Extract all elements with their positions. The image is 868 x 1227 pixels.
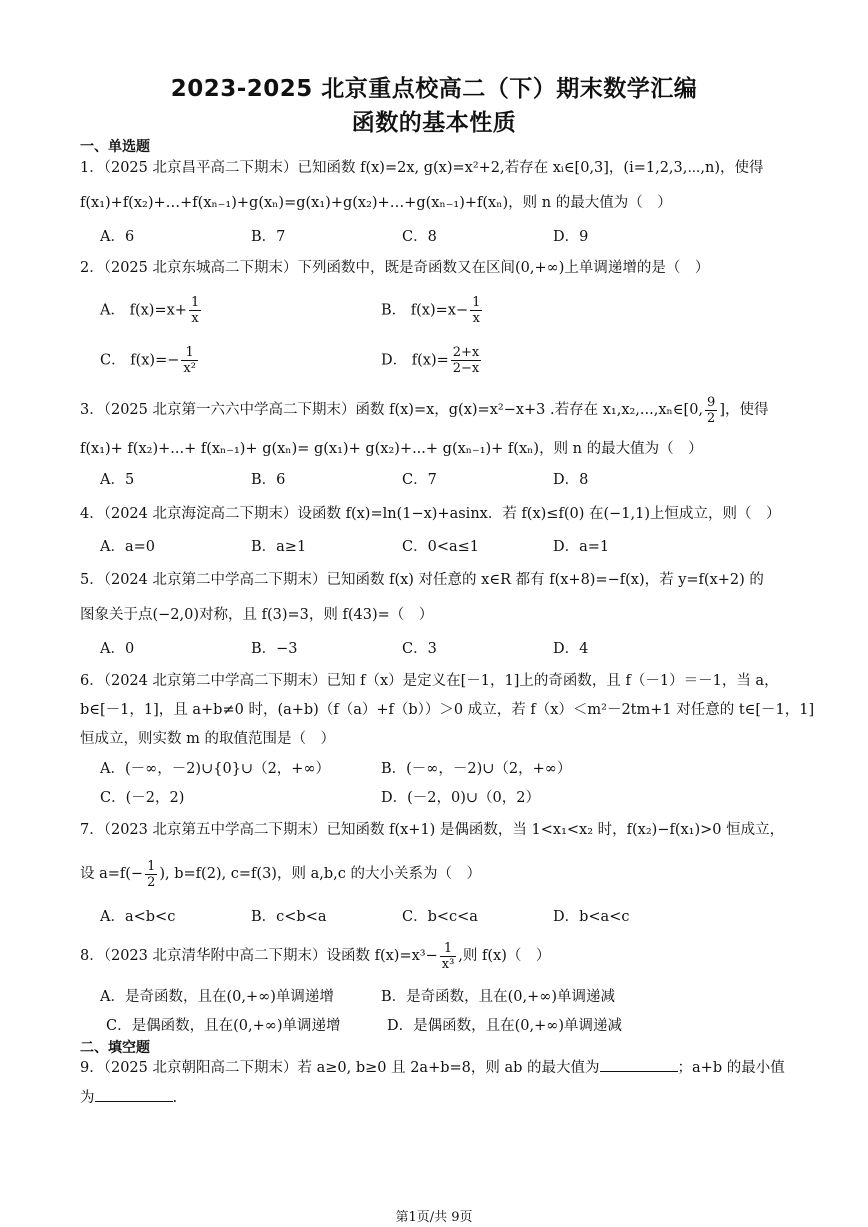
- numerator: 9: [707, 394, 716, 410]
- option-label: C．: [100, 352, 126, 368]
- option-d: D．是偶函数，且在(0,+∞)单调递减: [387, 1018, 623, 1034]
- question-6-options-row1: [100, 759, 808, 779]
- question-5-stem-cont: 图象关于点(−2,0)对称，且 f(3)=3，则 f(43)=（ ）: [80, 607, 434, 623]
- option-a: A．5: [100, 472, 135, 488]
- option-b: B．a≥1: [251, 539, 307, 555]
- question-8-stem: [80, 940, 808, 972]
- question-6-options-row2: [100, 788, 808, 808]
- question-5-options: [100, 639, 808, 659]
- denominator: 2: [147, 874, 156, 890]
- numerator: 1: [190, 294, 200, 310]
- fraction: [189, 295, 201, 326]
- numerator: 1: [440, 941, 457, 957]
- option-b: B．−3: [251, 641, 298, 657]
- option-a: [100, 295, 381, 326]
- question-4-stem: 4．（2024 北京海淀高二下期末）设函数 f(x)=ln(1−x)+asinx．若 f(x)≤f(0) 在(−1,1)上恒成立，则（ ）: [80, 506, 781, 522]
- option-d: D．b<a<c: [553, 909, 630, 925]
- fraction: [451, 345, 482, 376]
- stem-text-cont: ]，使得: [719, 402, 769, 418]
- denominator: x: [472, 310, 480, 326]
- document-subtitle: 函数的基本性质: [351, 110, 517, 136]
- stem-text-cont: ；a+b 的最小值: [677, 1060, 785, 1076]
- denominator: x²: [183, 360, 196, 376]
- option-expr: f(x)=: [411, 352, 449, 368]
- page-footer: 第1页/共 9页: [395, 1210, 473, 1225]
- question-9-stem: [80, 1057, 808, 1078]
- stem-text: 9．（2025 北京朝阳高二下期末）若 a≥0, b≥0 且 2a+b=8，则 ab 的最大值为: [80, 1060, 600, 1076]
- option-c: C．是偶函数，且在(0,+∞)单调递增: [106, 1018, 341, 1034]
- fraction: [145, 859, 157, 890]
- option-a: A．6: [100, 229, 135, 245]
- question-3-stem-cont: f(x₁)+ f(x₂)+...+ f(xₙ₋₁)+ g(xₙ)= g(x₁)+ g(x₂)+...+ g(xₙ₋₁)+ f(xₙ)，则 n 的最大值为（ ）: [80, 441, 703, 457]
- stem-text-end: .: [172, 1090, 178, 1106]
- option-a: A．(－∞，－2)∪{0}∪（2，+∞）: [100, 761, 331, 777]
- question-1-options: [100, 227, 808, 247]
- option-b: B．6: [251, 472, 286, 488]
- stem-text: 8．（2023 北京清华附中高二下期末）设函数 f(x)=x³−: [80, 948, 438, 964]
- option-a: A．是奇函数，且在(0,+∞)单调递增: [100, 989, 334, 1005]
- fraction: [440, 941, 457, 972]
- option-c: C．0<a≤1: [402, 539, 479, 555]
- stem-text-cont: ,则 f(x)（ ）: [458, 948, 551, 964]
- question-8-options-row1: [100, 987, 808, 1007]
- option-b: B．7: [251, 229, 286, 245]
- option-expr: f(x)=−: [130, 352, 180, 368]
- option-label: D．: [381, 352, 408, 368]
- question-6-stem: 6．（2024 北京第二中学高二下期末）已知 f（x）是定义在[－1，1]上的奇函数，且 f（－1）＝－1，当 a，: [80, 673, 779, 689]
- denominator: 2−x: [452, 360, 480, 376]
- option-d: D．a=1: [553, 539, 610, 555]
- question-7-stem-cont: [80, 857, 808, 891]
- question-8-options-row2: [106, 1016, 808, 1036]
- fraction: [181, 345, 198, 376]
- option-b: [381, 295, 662, 326]
- question-2-options-row1: [100, 290, 808, 330]
- section-heading-single-choice: 一、单选题: [80, 139, 150, 155]
- option-a: A．0: [100, 641, 135, 657]
- option-c: C．(－2，2): [100, 790, 185, 806]
- question-2-options-row2: [100, 340, 808, 380]
- option-label: A．: [100, 302, 125, 318]
- option-b: B．(－∞，－2)∪（2，+∞）: [381, 761, 572, 777]
- denominator: x: [191, 310, 199, 326]
- option-c: C．b<c<a: [402, 909, 478, 925]
- section-heading-fill-in: 二、填空题: [80, 1040, 150, 1056]
- option-expr: f(x)=x−: [410, 302, 469, 318]
- option-expr: f(x)=x+: [129, 302, 187, 318]
- option-c: C．3: [402, 641, 437, 657]
- fraction: [705, 395, 717, 426]
- option-d: D．(－2，0)∪（0，2）: [381, 790, 540, 806]
- option-d: D．4: [553, 641, 589, 657]
- stem-text: 3．（2025 北京第一六六中学高二下期末）函数 f(x)=x，g(x)=x²−x+3 .若存在 x₁,x₂,...,xₙ∈[0,: [80, 402, 704, 418]
- question-3-stem: [80, 396, 808, 424]
- stem-text: 为: [80, 1090, 95, 1106]
- question-5-stem: 5．（2024 北京第二中学高二下期末）已知函数 f(x) 对任意的 x∈R 都有 f(x+8)=−f(x)，若 y=f(x+2) 的: [80, 572, 764, 588]
- question-9-stem-cont: [80, 1087, 808, 1108]
- numerator: 1: [472, 294, 481, 310]
- question-2-stem: 2．（2025 北京东城高二下期末）下列函数中，既是奇函数又在区间(0,+∞)上单调递增的是（ ）: [80, 260, 710, 276]
- stem-text-cont: ), b=f(2), c=f(3)，则 a,b,c 的大小关系为（ ）: [159, 866, 481, 882]
- option-a: A．a<b<c: [100, 909, 176, 925]
- option-b: B．c<b<a: [251, 909, 327, 925]
- option-b: B．是奇函数，且在(0,+∞)单调递减: [381, 989, 616, 1005]
- numerator: 2+x: [452, 344, 480, 360]
- document-title: 2023-2025 北京重点校高二（下）期末数学汇编: [170, 76, 698, 102]
- question-3-options: [100, 470, 808, 490]
- option-d: [381, 345, 662, 376]
- option-d: D．9: [553, 229, 589, 245]
- option-a: A．a=0: [100, 539, 155, 555]
- option-c: C．8: [402, 229, 437, 245]
- stem-text: 设 a=f(−: [80, 866, 144, 882]
- question-6-stem-cont: b∈[－1，1]，且 a+b≠0 时，(a+b)（f（a）+f（b））＞0 成立，若 f（x）＜m²－2tm+1 对任意的 t∈[－1，1]: [80, 702, 815, 718]
- question-7-options: [100, 907, 808, 927]
- question-1-stem-cont: f(x₁)+f(x₂)+…+f(xₙ₋₁)+g(xₙ)=g(x₁)+g(x₂)+…+g(xₙ₋₁)+f(xₙ)，则 n 的最大值为（ ）: [80, 195, 672, 211]
- denominator: 2: [707, 410, 716, 426]
- answer-blank-2[interactable]: [95, 1087, 173, 1102]
- question-4-options: [100, 537, 808, 557]
- option-c: C．7: [402, 472, 437, 488]
- question-7-stem: 7．（2023 北京第五中学高二下期末）已知函数 f(x+1) 是偶函数，当 1<x₁<x₂ 时，f(x₂)−f(x₁)>0 恒成立，: [80, 822, 785, 838]
- denominator: x³: [441, 956, 455, 972]
- question-6-stem-cont2: 恒成立，则实数 m 的取值范围是（ ）: [80, 731, 335, 747]
- option-c: [100, 345, 381, 376]
- option-label: B．: [381, 302, 407, 318]
- option-d: D．8: [553, 472, 589, 488]
- fraction: [470, 295, 482, 326]
- question-1-stem: 1．（2025 北京昌平高二下期末）已知函数 f(x)=2x, g(x)=x²+2,若存在 xᵢ∈[0,3]，(i=1,2,3,⋯,n)，使得: [80, 160, 764, 176]
- numerator: 1: [147, 858, 156, 874]
- numerator: 1: [181, 345, 198, 361]
- answer-blank-1[interactable]: [600, 1057, 678, 1072]
